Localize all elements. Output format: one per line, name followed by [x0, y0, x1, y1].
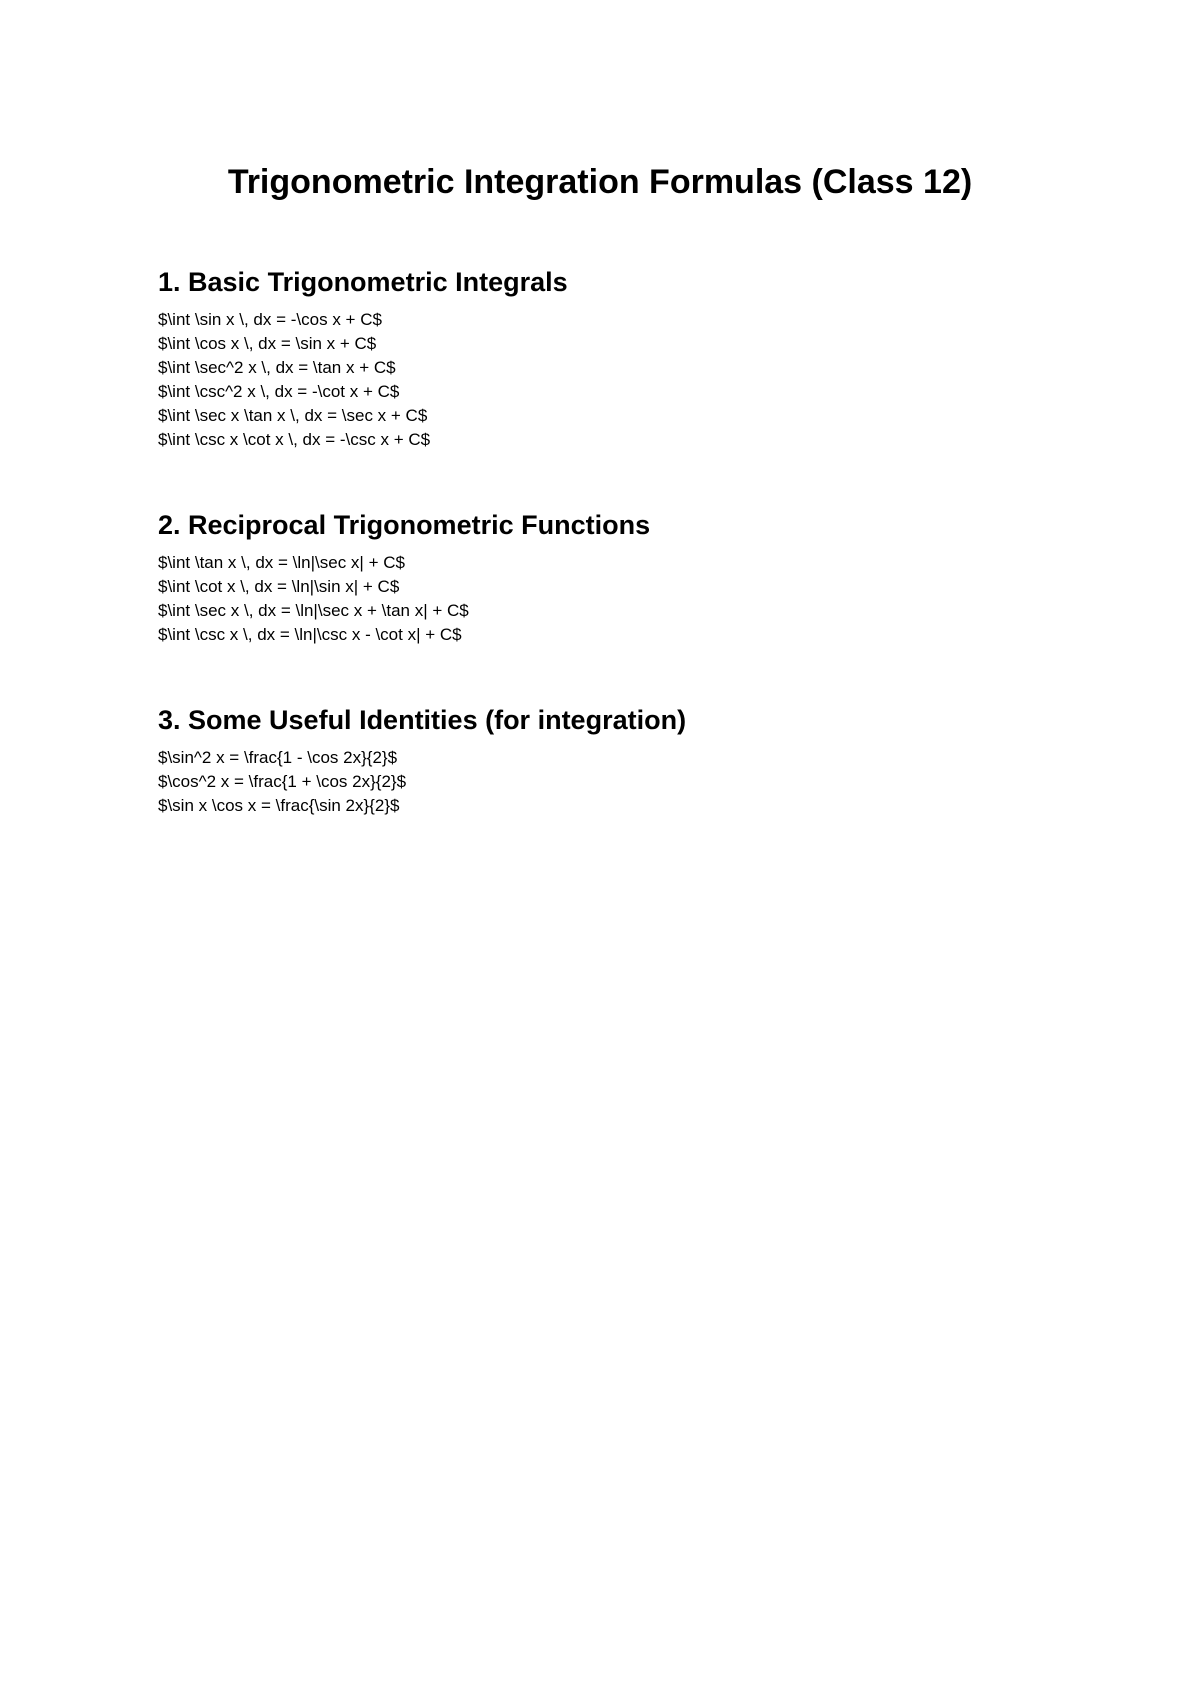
formula-list — [158, 308, 1118, 452]
formula-line: $\int \tan x \, dx = \ln|\sec x| + C$ — [158, 553, 405, 572]
formula-list — [158, 746, 1118, 818]
formula-line: $\int \sin x \, dx = -\cos x + C$ — [158, 310, 382, 329]
section-useful-identities — [158, 703, 1118, 818]
page-title: Trigonometric Integration Formulas (Class 12) — [227, 163, 973, 201]
section-reciprocal-functions — [158, 508, 1118, 647]
formula-line: $\int \csc x \cot x \, dx = -\csc x + C$ — [158, 430, 431, 449]
section-basic-integrals — [158, 265, 1118, 452]
formula-line: $\int \csc x \, dx = \ln|\csc x - \cot x| + C$ — [158, 625, 462, 644]
formula-line: $\int \sec^2 x \, dx = \tan x + C$ — [158, 358, 396, 377]
formula-line: $\sin x \cos x = \frac{\sin 2x}{2}$ — [158, 796, 400, 815]
section-heading: 2. Reciprocal Trigonometric Functions — [158, 510, 651, 540]
formula-line: $\int \cos x \, dx = \sin x + C$ — [158, 334, 377, 353]
formula-line: $\cos^2 x = \frac{1 + \cos 2x}{2}$ — [158, 772, 407, 791]
formula-line: $\int \csc^2 x \, dx = -\cot x + C$ — [158, 382, 400, 401]
formula-line: $\int \cot x \, dx = \ln|\sin x| + C$ — [158, 577, 400, 596]
formula-line: $\int \sec x \tan x \, dx = \sec x + C$ — [158, 406, 428, 425]
formula-list — [158, 551, 1118, 647]
formula-line: $\sin^2 x = \frac{1 - \cos 2x}{2}$ — [158, 748, 398, 767]
section-heading: 3. Some Useful Identities (for integration) — [158, 705, 687, 735]
formula-line: $\int \sec x \, dx = \ln|\sec x + \tan x| + C$ — [158, 601, 469, 620]
section-heading: 1. Basic Trigonometric Integrals — [158, 267, 568, 297]
